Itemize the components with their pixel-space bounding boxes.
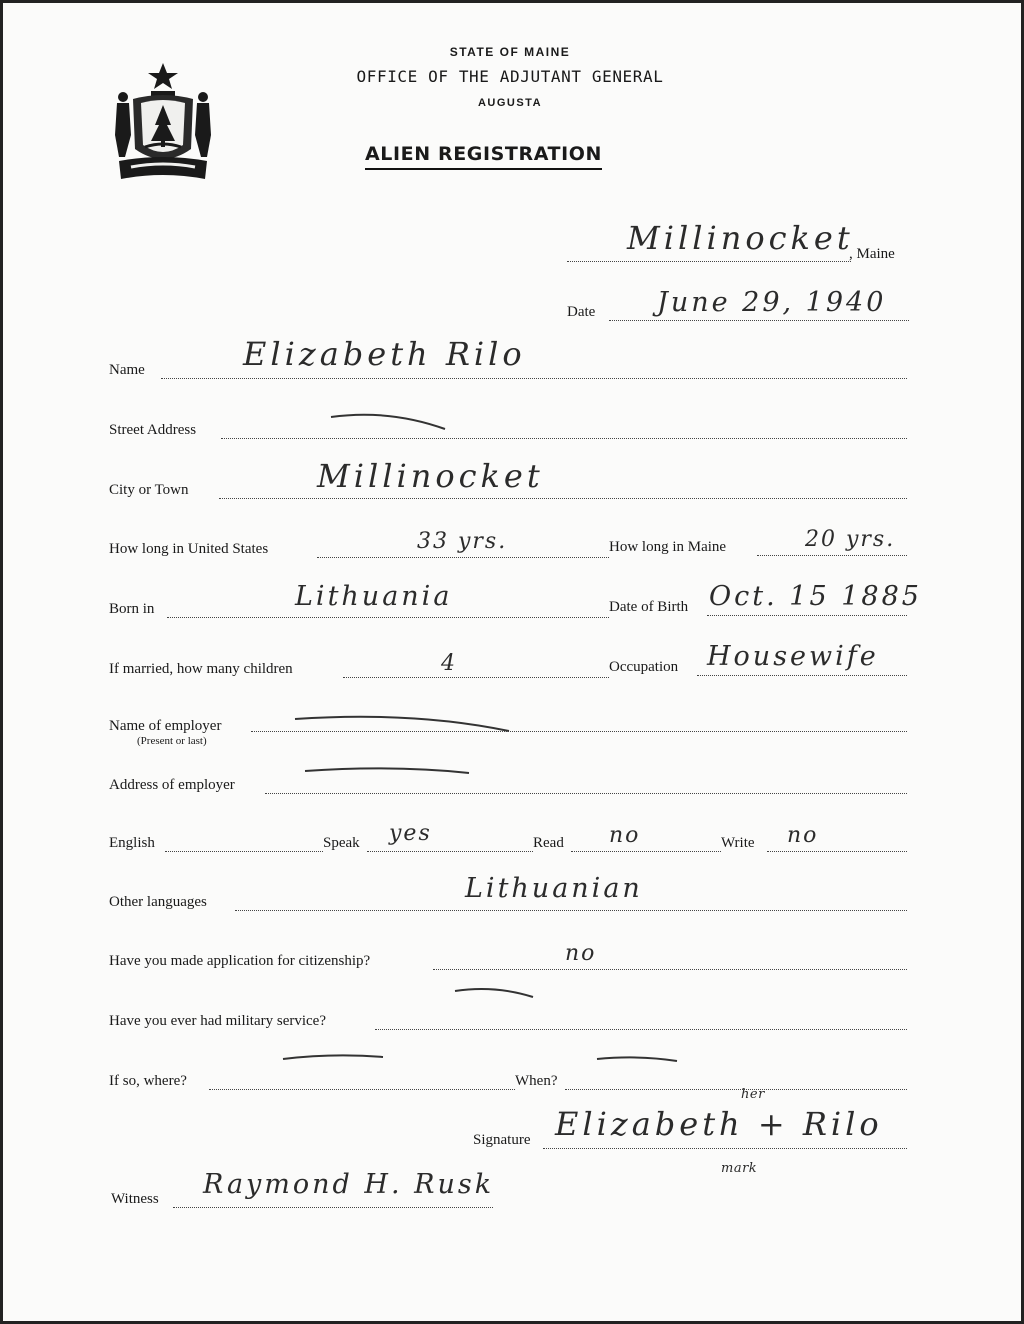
born-in-value: Lithuania <box>295 581 453 612</box>
city-label: City or Town <box>109 482 189 498</box>
citizenship-value: no <box>565 941 597 966</box>
date-of-birth-label: Date of Birth <box>609 599 689 615</box>
children-label: If married, how many children <box>109 661 293 677</box>
read-value: no <box>609 823 641 848</box>
read-line <box>571 851 721 852</box>
occupation-label: Occupation <box>609 659 679 675</box>
employer-address-label: Address of employer <box>109 777 235 793</box>
when-dash-icon <box>595 1053 681 1067</box>
write-label: Write <box>721 835 755 851</box>
how-long-maine-value: 20 yrs. <box>805 527 896 552</box>
military-dash-icon <box>453 983 537 1001</box>
how-long-us-line <box>317 557 609 558</box>
maine-label: , Maine <box>849 246 895 262</box>
name-line <box>161 378 907 379</box>
citizenship-line <box>433 969 907 970</box>
signature-mark: mark <box>721 1161 758 1176</box>
employer-address-line <box>265 793 907 794</box>
english-line <box>165 851 323 852</box>
other-languages-value: Lithuanian <box>465 873 643 904</box>
occupation-line <box>697 675 907 676</box>
other-languages-label: Other languages <box>109 894 207 910</box>
children-value: 4 <box>441 651 457 676</box>
witness-label: Witness <box>111 1191 159 1207</box>
signature-her: her <box>741 1087 765 1102</box>
occupation-value: Housewife <box>707 641 879 672</box>
born-in-line <box>167 617 609 618</box>
where-line <box>209 1089 515 1090</box>
header-office: OFFICE OF THE ADJUTANT GENERAL <box>356 67 664 86</box>
employer-dash-icon <box>293 707 513 735</box>
military-label: Have you ever had military service? <box>109 1013 326 1029</box>
read-label: Read <box>533 835 564 851</box>
signature-label: Signature <box>473 1132 531 1148</box>
name-label: Name <box>109 362 145 378</box>
speak-line <box>367 851 533 852</box>
other-languages-line <box>235 910 907 911</box>
write-value: no <box>787 823 819 848</box>
speak-value: yes <box>389 821 432 846</box>
when-line <box>565 1089 907 1090</box>
when-label: When? <box>515 1073 558 1089</box>
name-value: Elizabeth Rilo <box>243 335 526 373</box>
speak-label: Speak <box>323 835 360 851</box>
header-state: STATE OF MAINE <box>449 45 571 59</box>
form-title: ALIEN REGISTRATION <box>365 143 602 170</box>
street-line <box>221 438 907 439</box>
employer-note: (Present or last) <box>137 735 207 747</box>
how-long-maine-line <box>757 555 907 556</box>
english-label: English <box>109 835 155 851</box>
witness-value: Raymond H. Rusk <box>203 1169 495 1200</box>
military-line <box>375 1029 907 1030</box>
street-dash-icon <box>329 407 449 433</box>
employer-label: Name of employer <box>109 718 222 734</box>
where-dash-icon <box>281 1049 387 1065</box>
place-value: Millinocket <box>627 219 854 257</box>
born-in-label: Born in <box>109 601 155 617</box>
street-label: Street Address <box>109 422 197 438</box>
how-long-us-label: How long in United States <box>109 541 269 557</box>
citizenship-label: Have you made application for citizenship? <box>109 953 371 969</box>
employer-address-dash-icon <box>303 761 473 781</box>
header-city: AUGUSTA <box>477 97 543 109</box>
city-line <box>219 498 907 499</box>
witness-line <box>173 1207 493 1208</box>
signature-line <box>543 1148 907 1149</box>
where-label: If so, where? <box>109 1073 187 1089</box>
date-of-birth-value: Oct. 15 1885 <box>709 581 922 612</box>
date-label: Date <box>567 304 596 320</box>
how-long-maine-label: How long in Maine <box>609 539 727 555</box>
write-line <box>767 851 907 852</box>
place-line <box>567 261 851 262</box>
date-line <box>609 320 909 321</box>
how-long-us-value: 33 yrs. <box>417 529 508 554</box>
date-value: June 29, 1940 <box>657 287 887 318</box>
signature-value: Elizabeth + Rilo <box>555 1105 883 1143</box>
date-of-birth-line <box>707 615 907 616</box>
children-line <box>343 677 609 678</box>
city-value: Millinocket <box>317 457 544 495</box>
